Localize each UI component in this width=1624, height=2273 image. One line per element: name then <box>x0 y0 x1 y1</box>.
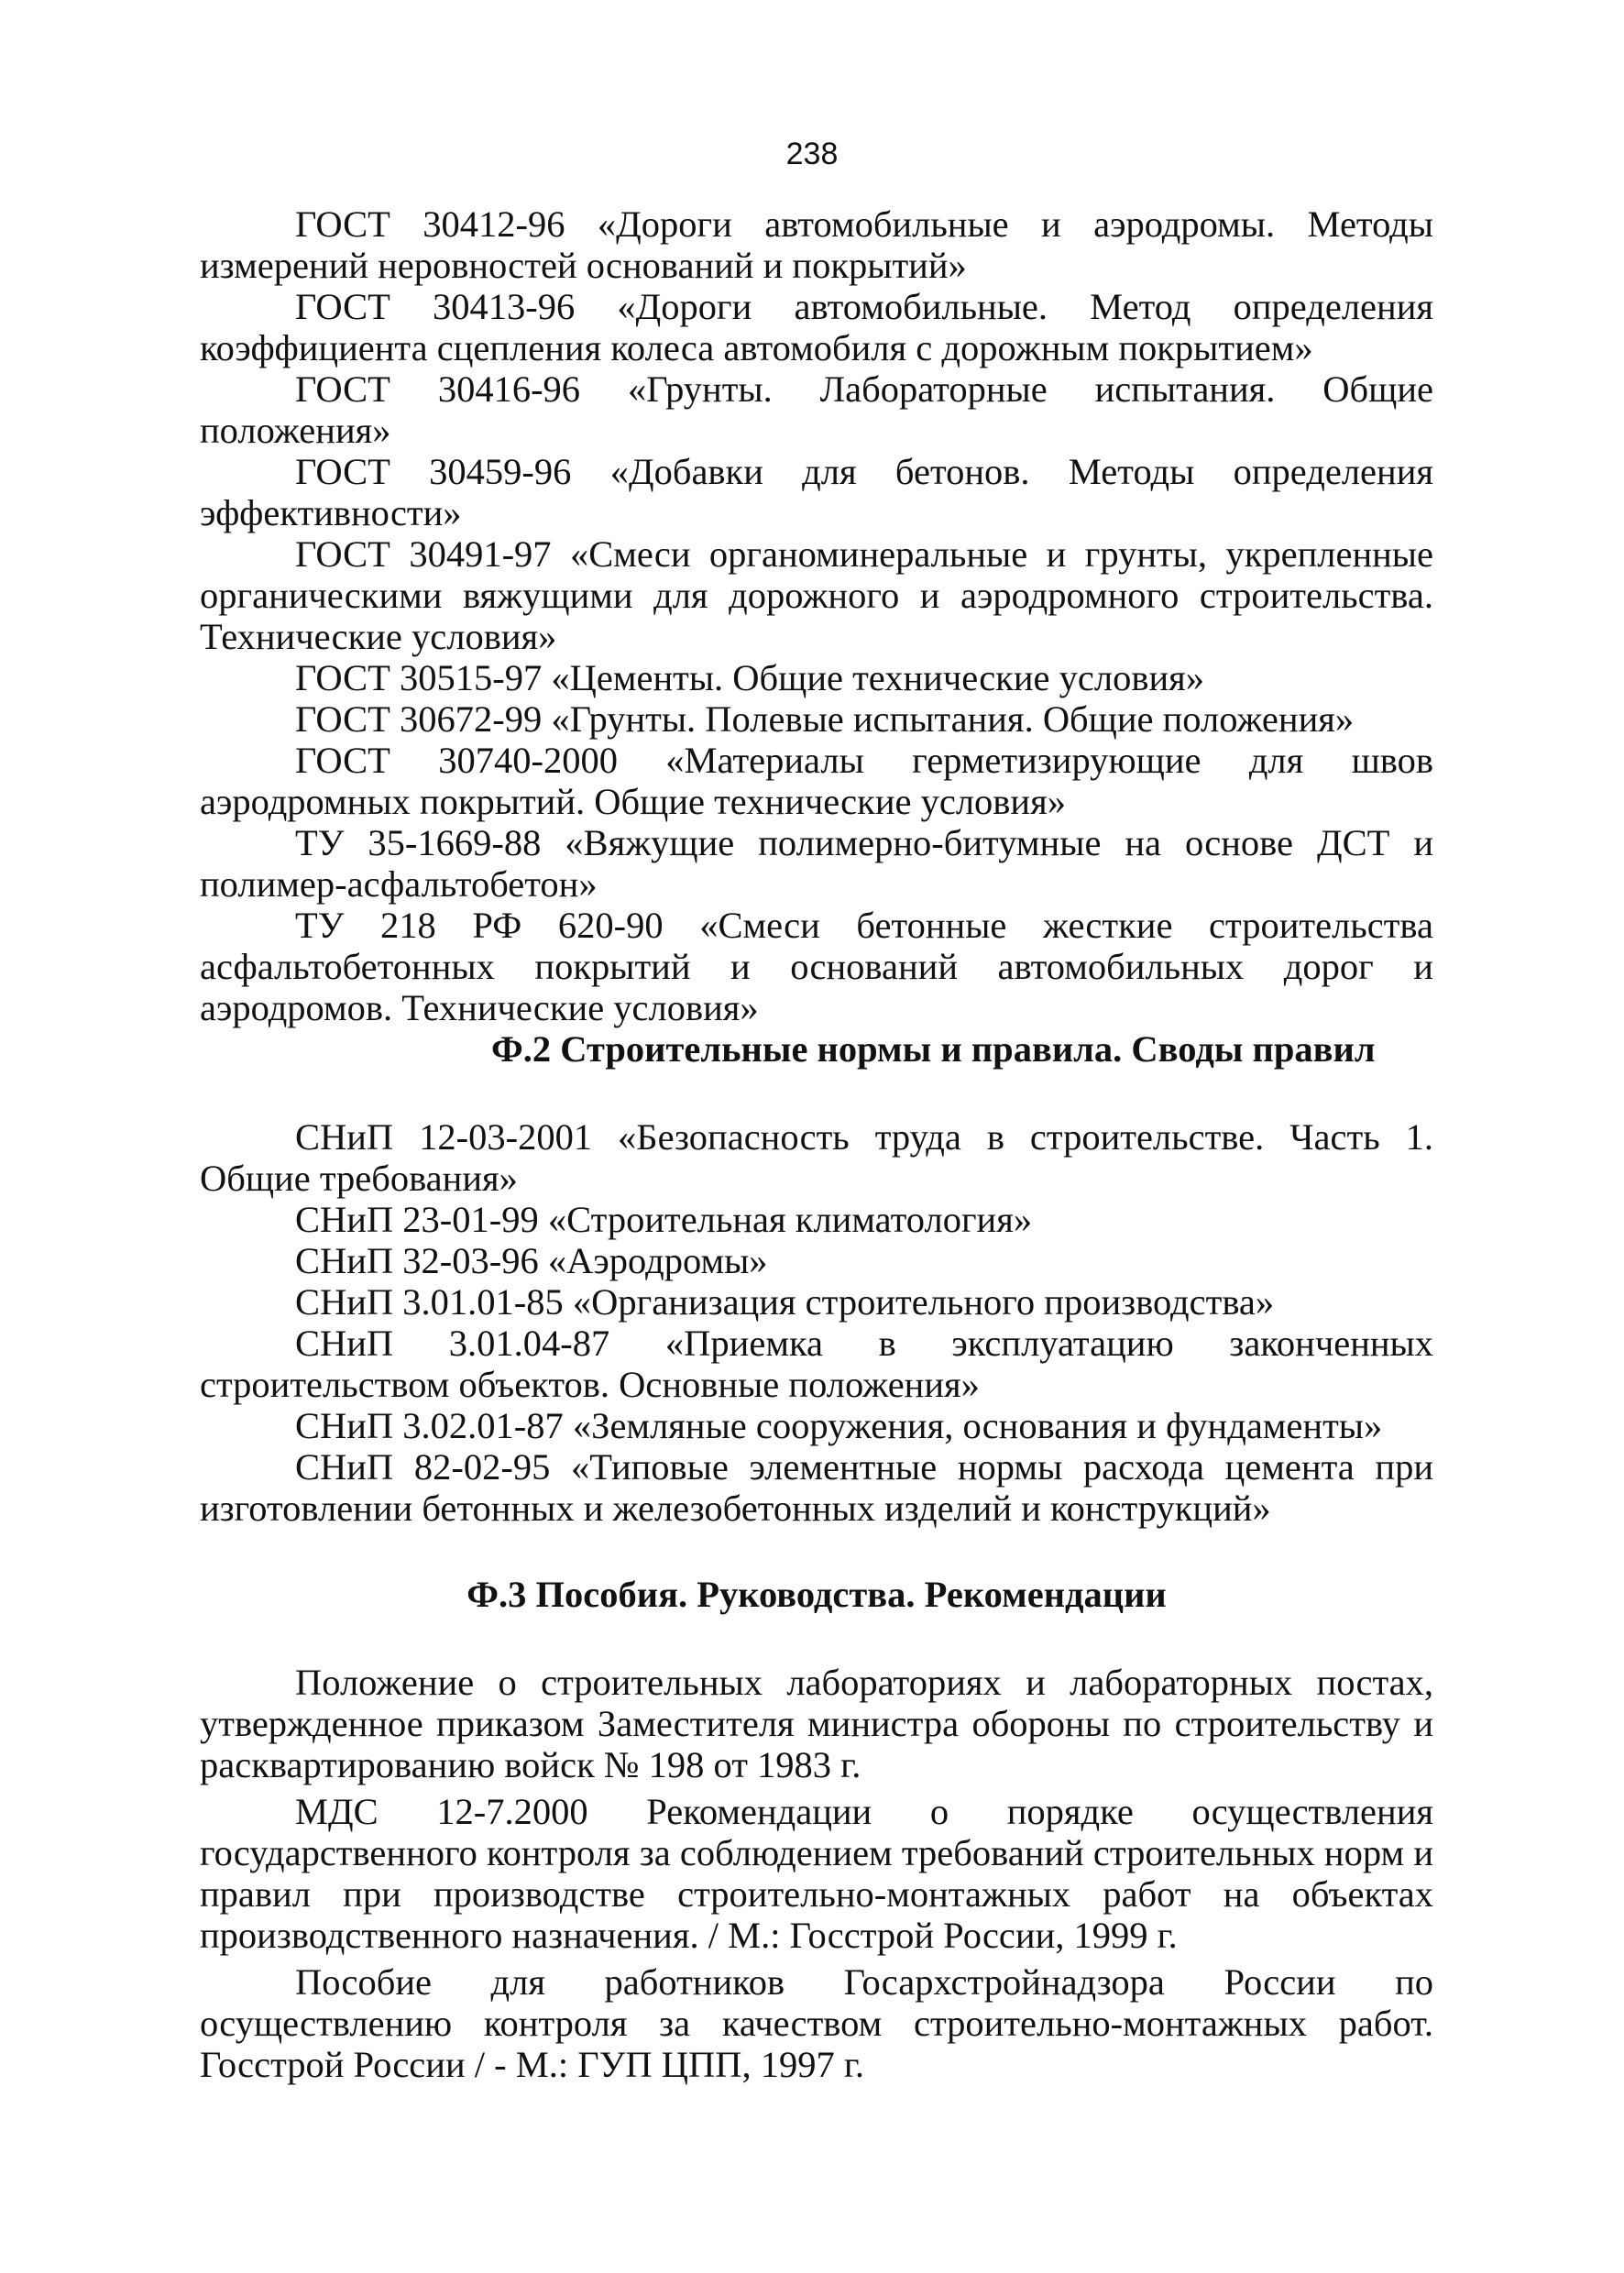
gost-30413-entry: ГОСТ 30413-96 «Дороги автомобильные. Метод определения коэффициента сцепления колеса автомобиля с дорожным покрытием» <box>200 286 1433 368</box>
gost-30412-entry: ГОСТ 30412-96 «Дороги автомобильные и аэродромы. Методы измерений неровностей оснований и покрытий» <box>200 203 1433 286</box>
gost-30459-entry: ГОСТ 30459-96 «Добавки для бетонов. Методы определения эффективности» <box>200 451 1433 533</box>
snip-82-02-entry: СНиП 82-02-95 «Типовые элементные нормы расхода цемента при изготовлении бетонных и железобетонных изделий и конструкций» <box>200 1446 1433 1529</box>
spacer <box>200 1615 1433 1662</box>
section-f2-heading: Ф.2 Строительные нормы и правила. Своды правил <box>491 1028 1376 1070</box>
tu-35-1669-entry: ТУ 35-1669-88 «Вяжущие полимерно-битумные на основе ДСТ и полимер-асфальтобетон» <box>200 822 1433 905</box>
section-f3-heading: Ф.3 Пособия. Руководства. Рекомендации <box>466 1574 1167 1615</box>
snip-3-02-01-entry: СНиП 3.02.01-87 «Земляные сооружения, основания и фундаменты» <box>295 1405 1383 1446</box>
spacer <box>200 1529 1433 1574</box>
gost-30672-entry: ГОСТ 30672-99 «Грунты. Полевые испытания. Общие положения» <box>295 698 1355 740</box>
snip-list <box>200 1116 1433 1529</box>
manual-lab-regulation: Положение о строительных лабораториях и лабораторных постах, утвержденное приказом Заместителя министра обороны по строительству и расквартированию войск № 198 от 1983 г. <box>200 1662 1433 1785</box>
gost-30740-entry: ГОСТ 30740-2000 «Материалы герметизирующие для швов аэродромных покрытий. Общие технические условия» <box>200 740 1433 822</box>
page-number: 238 <box>785 137 839 171</box>
snip-3-01-04-entry: СНиП 3.01.04-87 «Приемка в эксплуатацию законченных строительством объектов. Основные положения» <box>200 1323 1433 1405</box>
spacer <box>200 1070 1433 1116</box>
tu-218-entry: ТУ 218 РФ 620-90 «Смеси бетонные жесткие строительства асфальтобетонных покрытий и оснований автомобильных дорог и аэродромов. Технические условия» <box>200 905 1433 1028</box>
manual-mds-12-7: МДС 12-7.2000 Рекомендации о порядке осуществления государственного контроля за соблюдением требований строительных норм и правил при производстве строительно-монтажных работ на объектах производственного назначения. / М.: Госстрой России, 1999 г. <box>200 1791 1433 1956</box>
gost-30416-entry: ГОСТ 30416-96 «Грунты. Лабораторные испытания. Общие положения» <box>200 368 1433 451</box>
snip-32-03-entry: СНиП 32-03-96 «Аэродромы» <box>295 1240 768 1281</box>
manuals-list <box>200 1662 1433 2085</box>
gost-list <box>200 203 1433 1028</box>
manual-gosarkhstroinadzor: Пособие для работников Госархстройнадзора России по осуществлению контроля за качеством строительно-монтажных работ. Госстрой России / - М.: ГУП ЦПП, 1997 г. <box>200 1961 1433 2085</box>
gost-30515-entry: ГОСТ 30515-97 «Цементы. Общие технические условия» <box>295 657 1204 698</box>
page-content <box>200 203 1433 2085</box>
snip-12-03-entry: СНиП 12-03-2001 «Безопасность труда в строительстве. Часть 1. Общие требования» <box>200 1116 1433 1199</box>
gost-30491-entry: ГОСТ 30491-97 «Смеси органоминеральные и грунты, укрепленные органическими вяжущими для дорожного и аэродромного строительства. Технические условия» <box>200 533 1433 657</box>
snip-3-01-01-entry: СНиП 3.01.01-85 «Организация строительного производства» <box>295 1281 1275 1323</box>
snip-23-01-entry: СНиП 23-01-99 «Строительная климатология» <box>295 1199 1033 1240</box>
